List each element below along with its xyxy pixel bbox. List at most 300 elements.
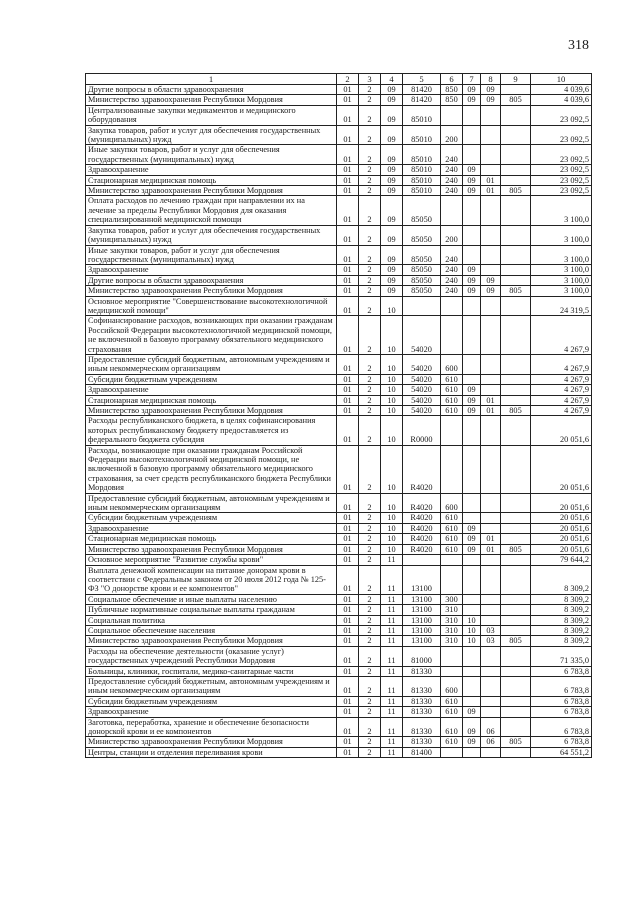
code-cell: 610 (441, 513, 463, 523)
code-cell: 10 (381, 385, 403, 395)
code-cell (463, 296, 481, 316)
code-cell (481, 165, 501, 175)
code-cell (501, 395, 531, 405)
code-cell (481, 245, 501, 265)
code-cell: 2 (359, 747, 381, 757)
code-cell: 2 (359, 625, 381, 635)
code-cell: 240 (441, 165, 463, 175)
code-cell: 09 (381, 145, 403, 165)
code-cell (481, 493, 501, 513)
code-cell: 09 (463, 406, 481, 416)
code-cell: 2 (359, 406, 381, 416)
code-cell (481, 354, 501, 374)
code-cell: 09 (381, 85, 403, 95)
code-cell: 01 (337, 406, 359, 416)
code-cell: 10 (463, 615, 481, 625)
row-name: Социальная политика (86, 615, 337, 625)
amount-cell: 23 092,5 (531, 165, 592, 175)
table-row (86, 594, 592, 604)
code-cell: 10 (463, 625, 481, 635)
code-cell: 54020 (403, 385, 441, 395)
code-cell: 81400 (403, 747, 441, 757)
code-cell: 2 (359, 275, 381, 285)
code-cell: 2 (359, 737, 381, 747)
table-row (86, 125, 592, 145)
code-cell: 01 (337, 125, 359, 145)
code-cell: 09 (381, 225, 403, 245)
amount-cell: 8 309,2 (531, 605, 592, 615)
code-cell (463, 605, 481, 615)
amount-cell: 3 100,0 (531, 225, 592, 245)
row-name: Министерство здравоохранения Республики Мордовия (86, 406, 337, 416)
code-cell: 85010 (403, 105, 441, 125)
row-name: Предоставление субсидий бюджетным, автономным учреждениям и иным некоммерческим организациям (86, 676, 337, 696)
table-row (86, 316, 592, 355)
row-name: Закупка товаров, работ и услуг для обеспечения государственных (муниципальных) нужд (86, 225, 337, 245)
table-row (86, 85, 592, 95)
code-cell: 09 (381, 196, 403, 225)
amount-cell: 20 051,6 (531, 523, 592, 533)
code-cell: 09 (381, 186, 403, 196)
code-cell: 850 (441, 85, 463, 95)
code-cell (481, 145, 501, 165)
code-cell: 81330 (403, 717, 441, 737)
code-cell (441, 316, 463, 355)
code-cell: 310 (441, 615, 463, 625)
code-cell: 240 (441, 175, 463, 185)
code-cell: 01 (337, 615, 359, 625)
row-name: Стационарная медицинская помощь (86, 395, 337, 405)
table-row (86, 105, 592, 125)
code-cell (481, 555, 501, 565)
code-cell: 600 (441, 493, 463, 513)
code-cell: 01 (337, 296, 359, 316)
code-cell: 85050 (403, 265, 441, 275)
code-cell: 54020 (403, 316, 441, 355)
code-cell: 01 (337, 594, 359, 604)
row-name: Основное мероприятие "Развитие службы крови" (86, 555, 337, 565)
code-cell: 09 (463, 85, 481, 95)
code-cell (501, 125, 531, 145)
table-row (86, 676, 592, 696)
code-cell: 2 (359, 225, 381, 245)
amount-cell: 8 309,2 (531, 636, 592, 646)
code-cell: 610 (441, 534, 463, 544)
code-cell: 13100 (403, 605, 441, 615)
code-cell: 01 (337, 493, 359, 513)
code-cell: 2 (359, 105, 381, 125)
table-row (86, 636, 592, 646)
code-cell: 2 (359, 286, 381, 296)
code-cell (501, 565, 531, 594)
code-cell: 01 (337, 605, 359, 615)
row-name: Другие вопросы в области здравоохранения (86, 85, 337, 95)
code-cell: 11 (381, 676, 403, 696)
code-cell (463, 513, 481, 523)
code-cell: 85050 (403, 245, 441, 265)
code-cell: 2 (359, 666, 381, 676)
amount-cell: 20 051,6 (531, 513, 592, 523)
code-cell: 09 (381, 95, 403, 105)
row-name: Центры, станции и отделения переливания крови (86, 747, 337, 757)
code-cell: 11 (381, 646, 403, 666)
code-cell: 11 (381, 555, 403, 565)
amount-cell: 4 267,9 (531, 374, 592, 384)
code-cell: 01 (337, 225, 359, 245)
code-cell: 06 (481, 737, 501, 747)
code-cell: 11 (381, 747, 403, 757)
code-cell: 01 (337, 696, 359, 706)
row-name: Министерство здравоохранения Республики Мордовия (86, 636, 337, 646)
code-cell: 09 (463, 534, 481, 544)
amount-cell: 79 644,2 (531, 555, 592, 565)
code-cell (441, 296, 463, 316)
code-cell: 01 (337, 354, 359, 374)
code-cell (463, 445, 481, 493)
code-cell (441, 666, 463, 676)
code-cell: 10 (381, 523, 403, 533)
table-row (86, 165, 592, 175)
code-cell: 01 (337, 646, 359, 666)
amount-cell: 6 783,8 (531, 737, 592, 747)
amount-cell: 8 309,2 (531, 594, 592, 604)
code-cell: 09 (463, 275, 481, 285)
code-cell: 85050 (403, 196, 441, 225)
code-cell: 10 (463, 636, 481, 646)
code-cell: 2 (359, 186, 381, 196)
column-header: 9 (501, 74, 531, 85)
code-cell: 610 (441, 737, 463, 747)
code-cell (463, 666, 481, 676)
code-cell: 11 (381, 625, 403, 635)
table-row (86, 544, 592, 554)
code-cell: 805 (501, 186, 531, 196)
code-cell: 01 (337, 513, 359, 523)
code-cell: 81330 (403, 676, 441, 696)
row-name: Софинансирование расходов, возникающих при оказании гражданам Российской Федерации высокотехнологичной медицинской помощи, не включенной в базовую программу обязательного медицинского страхования (86, 316, 337, 355)
code-cell (481, 615, 501, 625)
code-cell (463, 105, 481, 125)
code-cell: 805 (501, 406, 531, 416)
code-cell: 610 (441, 523, 463, 533)
code-cell: 01 (337, 105, 359, 125)
row-name: Министерство здравоохранения Республики Мордовия (86, 737, 337, 747)
code-cell (501, 275, 531, 285)
code-cell: 310 (441, 636, 463, 646)
row-name: Здравоохранение (86, 523, 337, 533)
code-cell (463, 196, 481, 225)
code-cell (481, 445, 501, 493)
table-row (86, 296, 592, 316)
table-row (86, 196, 592, 225)
code-cell: 11 (381, 605, 403, 615)
code-cell: 2 (359, 696, 381, 706)
code-cell: 01 (337, 175, 359, 185)
table-body (86, 85, 592, 758)
code-cell: 01 (337, 555, 359, 565)
column-header: 7 (463, 74, 481, 85)
code-cell: 2 (359, 85, 381, 95)
code-cell: 11 (381, 737, 403, 747)
code-cell (501, 265, 531, 275)
code-cell: 2 (359, 615, 381, 625)
amount-cell: 24 319,5 (531, 296, 592, 316)
row-name: Централизованные закупки медикаментов и медицинского оборудования (86, 105, 337, 125)
code-cell: 01 (337, 265, 359, 275)
table-row (86, 605, 592, 615)
row-name: Министерство здравоохранения Республики Мордовия (86, 95, 337, 105)
row-name: Закупка товаров, работ и услуг для обеспечения государственных (муниципальных) нужд (86, 125, 337, 145)
code-cell: 85050 (403, 275, 441, 285)
code-cell: 11 (381, 717, 403, 737)
code-cell (463, 145, 481, 165)
code-cell: 09 (381, 105, 403, 125)
code-cell (441, 416, 463, 445)
code-cell (501, 85, 531, 95)
code-cell (441, 565, 463, 594)
code-cell: 2 (359, 416, 381, 445)
code-cell: 2 (359, 296, 381, 316)
code-cell: 2 (359, 565, 381, 594)
row-name: Субсидии бюджетным учреждениям (86, 513, 337, 523)
row-name: Здравоохранение (86, 265, 337, 275)
code-cell: 09 (381, 175, 403, 185)
code-cell: 01 (481, 175, 501, 185)
row-name: Социальное обеспечение и иные выплаты населению (86, 594, 337, 604)
amount-cell: 3 100,0 (531, 265, 592, 275)
table-row (86, 275, 592, 285)
code-cell: 240 (441, 275, 463, 285)
code-cell (463, 493, 481, 513)
code-cell: 09 (463, 186, 481, 196)
code-cell: 81330 (403, 707, 441, 717)
table-row (86, 416, 592, 445)
code-cell: 2 (359, 513, 381, 523)
code-cell: 85010 (403, 175, 441, 185)
code-cell: 85010 (403, 145, 441, 165)
code-cell: 81000 (403, 646, 441, 666)
row-name: Стационарная медицинская помощь (86, 175, 337, 185)
code-cell: 09 (381, 275, 403, 285)
code-cell: R0000 (403, 416, 441, 445)
amount-cell: 3 100,0 (531, 275, 592, 285)
row-name: Расходы республиканского бюджета, в целях софинансирования которых республиканскому бюджету предоставляется из федерального бюджета субсидия (86, 416, 337, 445)
code-cell: 610 (441, 395, 463, 405)
code-cell: 2 (359, 196, 381, 225)
code-cell: 09 (463, 544, 481, 554)
code-cell: 09 (463, 175, 481, 185)
page-number: 318 (568, 38, 589, 53)
code-cell (501, 666, 531, 676)
code-cell: 09 (381, 286, 403, 296)
code-cell: 01 (481, 406, 501, 416)
code-cell: 10 (381, 534, 403, 544)
amount-cell: 20 051,6 (531, 445, 592, 493)
code-cell: 850 (441, 95, 463, 105)
code-cell: 09 (463, 165, 481, 175)
code-cell (463, 245, 481, 265)
code-cell: 01 (337, 286, 359, 296)
code-cell: 2 (359, 636, 381, 646)
table-row (86, 646, 592, 666)
code-cell: 2 (359, 245, 381, 265)
amount-cell: 6 783,8 (531, 696, 592, 706)
code-cell: 01 (337, 534, 359, 544)
code-cell: 03 (481, 636, 501, 646)
amount-cell: 3 100,0 (531, 286, 592, 296)
code-cell: 2 (359, 125, 381, 145)
row-name: Предоставление субсидий бюджетным, автономным учреждениям и иным некоммерческим организациям (86, 354, 337, 374)
code-cell (441, 445, 463, 493)
code-cell: 10 (381, 493, 403, 513)
code-cell: 310 (441, 605, 463, 615)
code-cell: 240 (441, 186, 463, 196)
code-cell (441, 747, 463, 757)
amount-cell: 4 267,9 (531, 385, 592, 395)
code-cell: 01 (337, 565, 359, 594)
code-cell (501, 175, 531, 185)
code-cell (501, 513, 531, 523)
code-cell: 81330 (403, 696, 441, 706)
code-cell: 01 (337, 676, 359, 696)
code-cell (501, 374, 531, 384)
table-row (86, 555, 592, 565)
code-cell: 09 (463, 95, 481, 105)
code-cell (501, 676, 531, 696)
table-row (86, 385, 592, 395)
row-name: Субсидии бюджетным учреждениям (86, 696, 337, 706)
code-cell: 610 (441, 544, 463, 554)
code-cell (481, 513, 501, 523)
code-cell: 610 (441, 717, 463, 737)
budget-table (85, 73, 592, 758)
code-cell: 600 (441, 676, 463, 696)
table-row (86, 445, 592, 493)
code-cell: 09 (381, 265, 403, 275)
table-row (86, 175, 592, 185)
code-cell: 10 (381, 374, 403, 384)
code-cell (481, 374, 501, 384)
code-cell: 01 (337, 374, 359, 384)
code-cell: 09 (463, 395, 481, 405)
row-name: Другие вопросы в области здравоохранения (86, 275, 337, 285)
code-cell: 2 (359, 676, 381, 696)
code-cell: 85010 (403, 165, 441, 175)
code-cell: 01 (337, 717, 359, 737)
table-row (86, 286, 592, 296)
amount-cell: 4 039,6 (531, 95, 592, 105)
code-cell: 01 (337, 445, 359, 493)
code-cell (481, 594, 501, 604)
code-cell (463, 646, 481, 666)
code-cell: 10 (381, 395, 403, 405)
column-header: 6 (441, 74, 463, 85)
code-cell: 2 (359, 385, 381, 395)
code-cell (501, 245, 531, 265)
amount-cell: 23 092,5 (531, 186, 592, 196)
amount-cell: 23 092,5 (531, 145, 592, 165)
code-cell (501, 555, 531, 565)
code-cell: 01 (337, 737, 359, 747)
code-cell (481, 605, 501, 615)
code-cell (501, 717, 531, 737)
column-header: 10 (531, 74, 592, 85)
code-cell: 09 (381, 125, 403, 145)
code-cell (481, 696, 501, 706)
amount-cell: 3 100,0 (531, 245, 592, 265)
code-cell: 2 (359, 354, 381, 374)
code-cell: 81420 (403, 85, 441, 95)
code-cell: 240 (441, 245, 463, 265)
amount-cell: 23 092,5 (531, 175, 592, 185)
table-row (86, 395, 592, 405)
code-cell: R4020 (403, 523, 441, 533)
code-cell: 805 (501, 95, 531, 105)
table-row (86, 747, 592, 757)
row-name: Стационарная медицинская помощь (86, 534, 337, 544)
amount-cell: 64 551,2 (531, 747, 592, 757)
code-cell: 10 (381, 445, 403, 493)
table-row (86, 354, 592, 374)
code-cell (481, 676, 501, 696)
code-cell (501, 196, 531, 225)
row-name: Министерство здравоохранения Республики Мордовия (86, 186, 337, 196)
code-cell (481, 265, 501, 275)
code-cell: 610 (441, 385, 463, 395)
code-cell: 01 (337, 275, 359, 285)
code-cell (501, 707, 531, 717)
code-cell: 01 (337, 666, 359, 676)
code-cell: 03 (481, 625, 501, 635)
code-cell: 09 (463, 265, 481, 275)
code-cell (481, 316, 501, 355)
code-cell: 09 (463, 707, 481, 717)
code-cell: 01 (337, 636, 359, 646)
code-cell: 11 (381, 666, 403, 676)
row-name: Здравоохранение (86, 385, 337, 395)
code-cell (501, 354, 531, 374)
code-cell (463, 316, 481, 355)
code-cell (481, 666, 501, 676)
code-cell (501, 523, 531, 533)
code-cell (481, 565, 501, 594)
code-cell: 2 (359, 145, 381, 165)
code-cell: 85010 (403, 186, 441, 196)
code-cell (501, 296, 531, 316)
code-cell: 01 (337, 316, 359, 355)
table-row (86, 186, 592, 196)
code-cell: 01 (337, 707, 359, 717)
code-cell: 10 (381, 354, 403, 374)
code-cell: 01 (337, 186, 359, 196)
code-cell: 01 (337, 395, 359, 405)
code-cell: 2 (359, 605, 381, 615)
code-cell (463, 125, 481, 145)
code-cell: 805 (501, 544, 531, 554)
code-cell: 11 (381, 636, 403, 646)
code-cell: 01 (337, 85, 359, 95)
code-cell: 06 (481, 717, 501, 737)
code-cell (481, 523, 501, 533)
code-cell (501, 696, 531, 706)
amount-cell: 4 267,9 (531, 406, 592, 416)
amount-cell: 23 092,5 (531, 125, 592, 145)
code-cell (403, 296, 441, 316)
table-row (86, 406, 592, 416)
table-row (86, 625, 592, 635)
code-cell: 01 (337, 385, 359, 395)
table-row (86, 696, 592, 706)
